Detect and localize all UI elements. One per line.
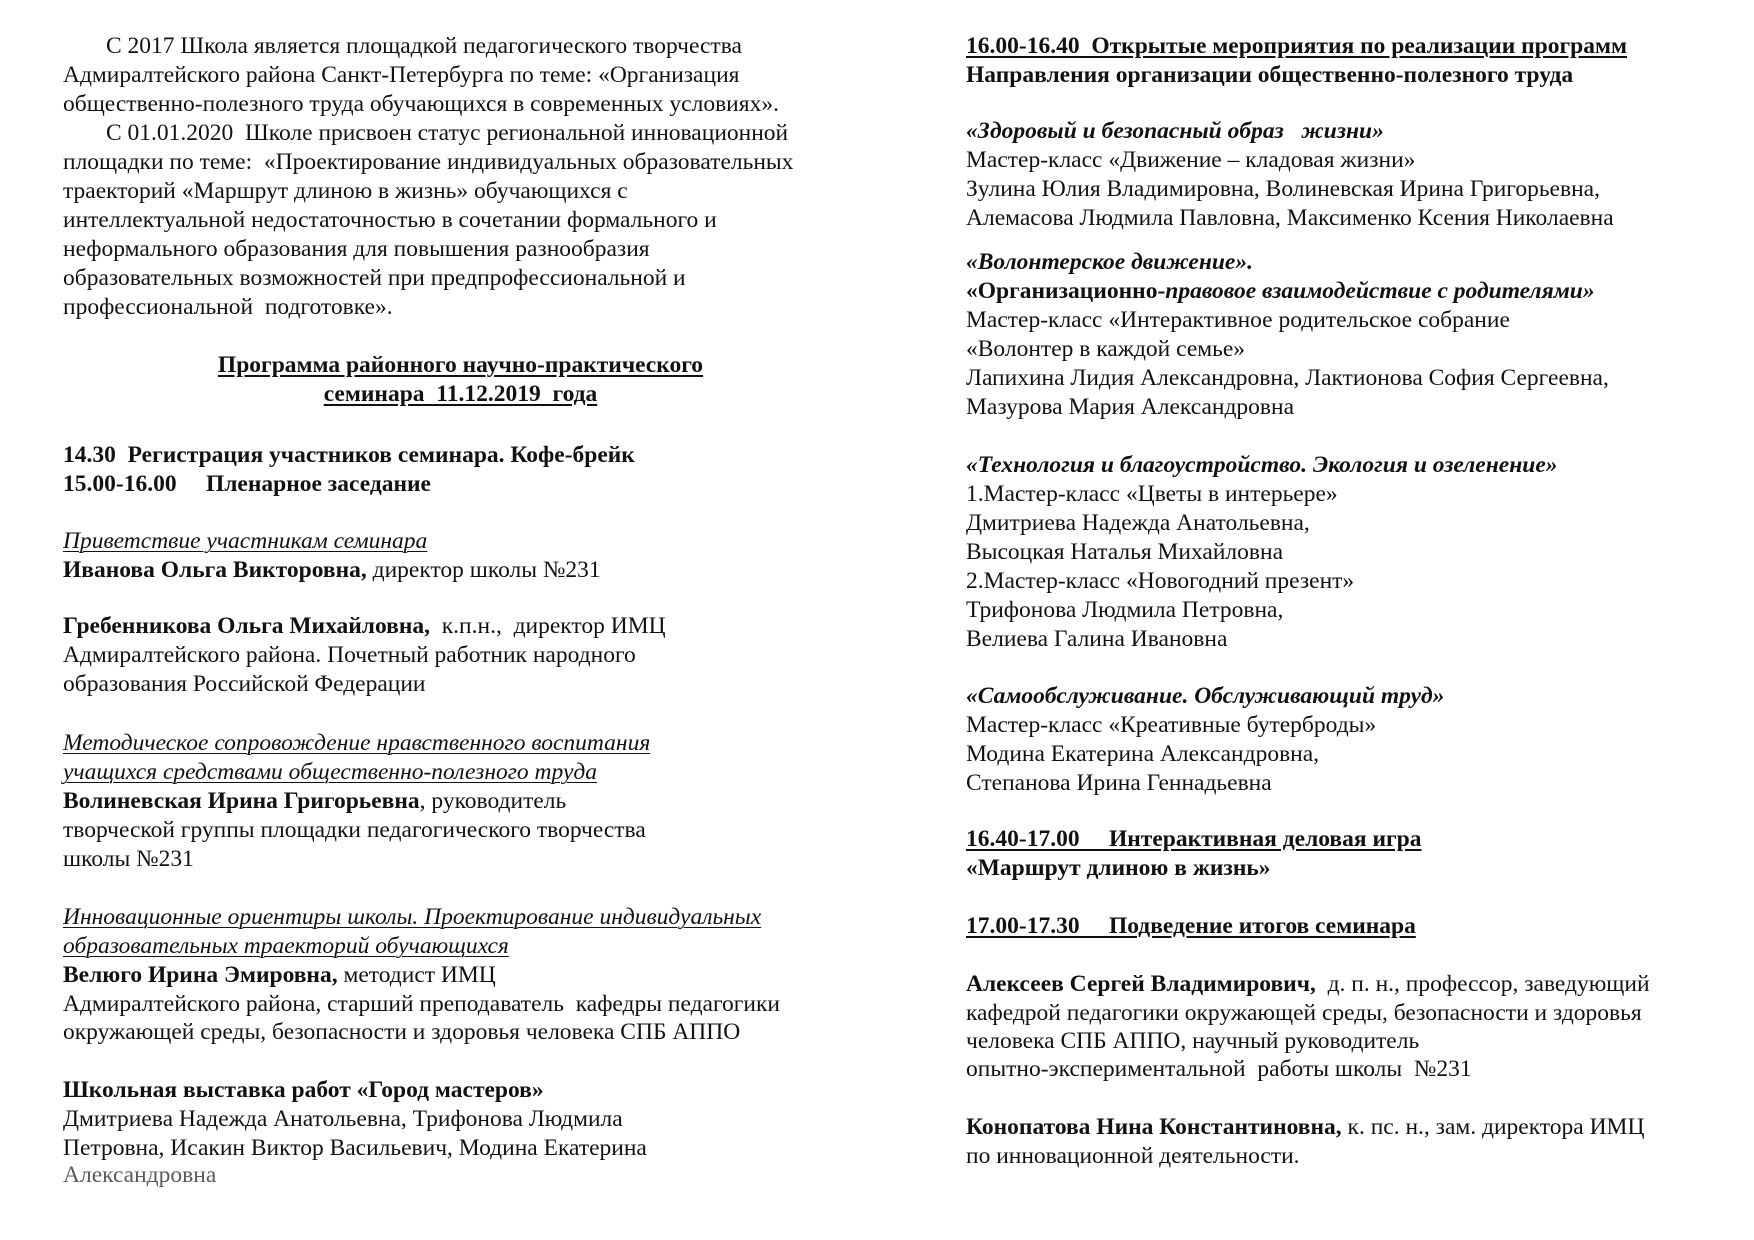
welcome-speaker <box>63 556 601 584</box>
speaker-role: директор школы №231 <box>366 557 601 583</box>
open-events-subtitle: Направления организации общественно-полезного труда <box>966 62 1574 88</box>
speaker-role: к. пс. н., зам. директора ИМЦ <box>1341 1114 1645 1140</box>
game-title: 16.40-17.00 Интерактивная деловая игра <box>966 826 1422 852</box>
innovation-topic: образовательных траекторий обучающихся <box>63 933 509 959</box>
presenters: Модина Екатерина Александровна, <box>966 741 1320 767</box>
master-class: Мастер-класс «Интерактивное родительское собрание <box>966 307 1510 333</box>
speaker-role: д. п. н., профессор, заведующий <box>1315 971 1650 997</box>
volinevskaya-speaker <box>63 787 566 815</box>
speaker-name: Гребенникова Ольга Михайловна, <box>63 613 431 639</box>
presenters: Высоцкая Наталья Михайловна <box>966 539 1284 565</box>
speaker-detail: Адмиралтейского района. Почетный работник народного <box>63 642 636 668</box>
summary-title: 17.00-17.30 Подведение итогов семинара <box>966 913 1416 939</box>
presenters: Трифонова Людмила Петровна, <box>966 597 1284 623</box>
presenters: Лапихина Лидия Александровна, Лактионова София Сергеевна, <box>966 365 1609 391</box>
exhibition-people: Дмитриева Надежда Анатольевна, Трифонова Людмила <box>63 1106 623 1132</box>
subtitle-bold-part: «Организационно- <box>966 278 1166 304</box>
subtitle-italic-part: правовое взаимодействие с родителями» <box>1165 278 1595 304</box>
konopatova-speaker <box>966 1113 1644 1141</box>
program-title-line: Программа районного научно-практического <box>217 352 704 378</box>
intro-line: С 01.01.2020 Школе присвоен статус региональной инновационной <box>106 120 789 146</box>
intro-line: С 2017 Школа является площадкой педагогического творчества <box>106 33 742 59</box>
section-selfservice-title: «Самообслуживание. Обслуживающий труд» <box>966 683 1445 709</box>
presenters: Велиева Галина Ивановна <box>966 626 1228 652</box>
presenters: Алемасова Людмила Павловна, Максименко Ксения Николаевна <box>966 205 1614 231</box>
speaker-detail: человека СПБ АППО, научный руководитель <box>966 1028 1420 1054</box>
intro-line: площадки по теме: «Проектирование индивидуальных образовательных <box>63 149 794 175</box>
speaker-detail: школы №231 <box>63 846 194 872</box>
speaker-role: к.п.н., директор ИМЦ <box>430 613 666 639</box>
section-volunteer-title: «Волонтерское движение». <box>966 249 1253 275</box>
program-title-date: семинара 11.12.2019 года <box>323 381 598 407</box>
velyugo-speaker <box>63 961 496 989</box>
intro-line: неформального образования для повышения разнообразия <box>63 236 650 262</box>
speaker-role: методист ИМЦ <box>337 962 496 988</box>
right-column <box>966 0 1726 1240</box>
speaker-role: , руководитель <box>419 788 567 814</box>
game-name: «Маршрут длиною в жизнь» <box>966 855 1271 881</box>
speaker-detail: окружающей среды, безопасности и здоровья человека СПБ АППО <box>63 1019 741 1045</box>
intro-line: Адмиралтейского района Санкт-Петербурга по теме: «Организация <box>63 62 740 88</box>
methodical-topic: Методическое сопровождение нравственного воспитания <box>63 730 651 756</box>
master-class: Мастер-класс «Движение – кладовая жизни» <box>966 147 1416 173</box>
master-class: 2.Мастер-класс «Новогодний презент» <box>966 568 1355 594</box>
speaker-name: Конопатова Нина Константиновна, <box>966 1114 1342 1140</box>
intro-line: профессиональной подготовке». <box>63 294 393 320</box>
methodical-topic: учащихся средствами общественно-полезного труда <box>63 759 597 785</box>
master-class: 1.Мастер-класс «Цветы в интерьере» <box>966 481 1338 507</box>
intro-line: траекторий «Маршрут длиною в жизнь» обучающихся с <box>63 178 628 204</box>
speaker-detail: творческой группы площадки педагогического творчества <box>63 817 646 843</box>
speaker-name: Волиневская Ирина Григорьевна <box>63 788 420 814</box>
section-technology-title: «Технология и благоустройство. Экология и озеленение» <box>966 452 1558 478</box>
exhibition-people: Александровна <box>63 1162 217 1188</box>
welcome-topic: Приветствие участникам семинара <box>63 528 428 554</box>
master-class: «Волонтер в каждой семье» <box>966 336 1246 362</box>
speaker-name: Алексеев Сергей Владимирович, <box>966 971 1316 997</box>
schedule-registration: 14.30 Регистрация участников семинара. Кофе-брейк <box>63 442 635 468</box>
speaker-detail: опытно-экспериментальной работы школы №231 <box>966 1056 1472 1082</box>
speaker-name: Иванова Ольга Викторовна, <box>63 557 367 583</box>
alekseev-speaker <box>966 970 1650 998</box>
grebennikova-speaker <box>63 612 666 640</box>
presenters: Мазурова Мария Александровна <box>966 394 1295 420</box>
left-column <box>63 0 863 1240</box>
intro-line: интеллектуальной недостаточностью в сочетании формального и <box>63 207 717 233</box>
speaker-detail: по инновационной деятельности. <box>966 1143 1300 1169</box>
presenters: Зулина Юлия Владимировна, Волиневская Ирина Григорьевна, <box>966 176 1600 202</box>
speaker-name: Велюго Ирина Эмировна, <box>63 962 338 988</box>
section-healthy-title: «Здоровый и безопасный образ жизни» <box>966 118 1384 144</box>
master-class: Мастер-класс «Креативные бутерброды» <box>966 712 1377 738</box>
presenters: Степанова Ирина Геннадьевна <box>966 770 1272 796</box>
exhibition-people: Петровна, Исакин Виктор Васильевич, Модина Екатерина <box>63 1135 647 1161</box>
exhibition-title: Школьная выставка работ «Город мастеров» <box>63 1077 544 1103</box>
intro-line: общественно-полезного труда обучающихся в современных условиях». <box>63 91 779 117</box>
speaker-detail: образования Российской Федерации <box>63 671 426 697</box>
innovation-topic: Инновационные ориентиры школы. Проектирование индивидуальных <box>63 904 762 930</box>
speaker-detail: кафедрой педагогики окружающей среды, безопасности и здоровья <box>966 1000 1642 1026</box>
open-events-title: 16.00-16.40 Открытые мероприятия по реализации программ <box>966 33 1627 59</box>
schedule-plenary: 15.00-16.00 Пленарное заседание <box>63 471 431 497</box>
intro-line: образовательных возможностей при предпрофессиональной и <box>63 265 686 291</box>
speaker-detail: Адмиралтейского района, старший преподаватель кафедры педагогики <box>63 991 781 1017</box>
section-volunteer-subtitle <box>966 277 1595 305</box>
presenters: Дмитриева Надежда Анатольевна, <box>966 510 1310 536</box>
